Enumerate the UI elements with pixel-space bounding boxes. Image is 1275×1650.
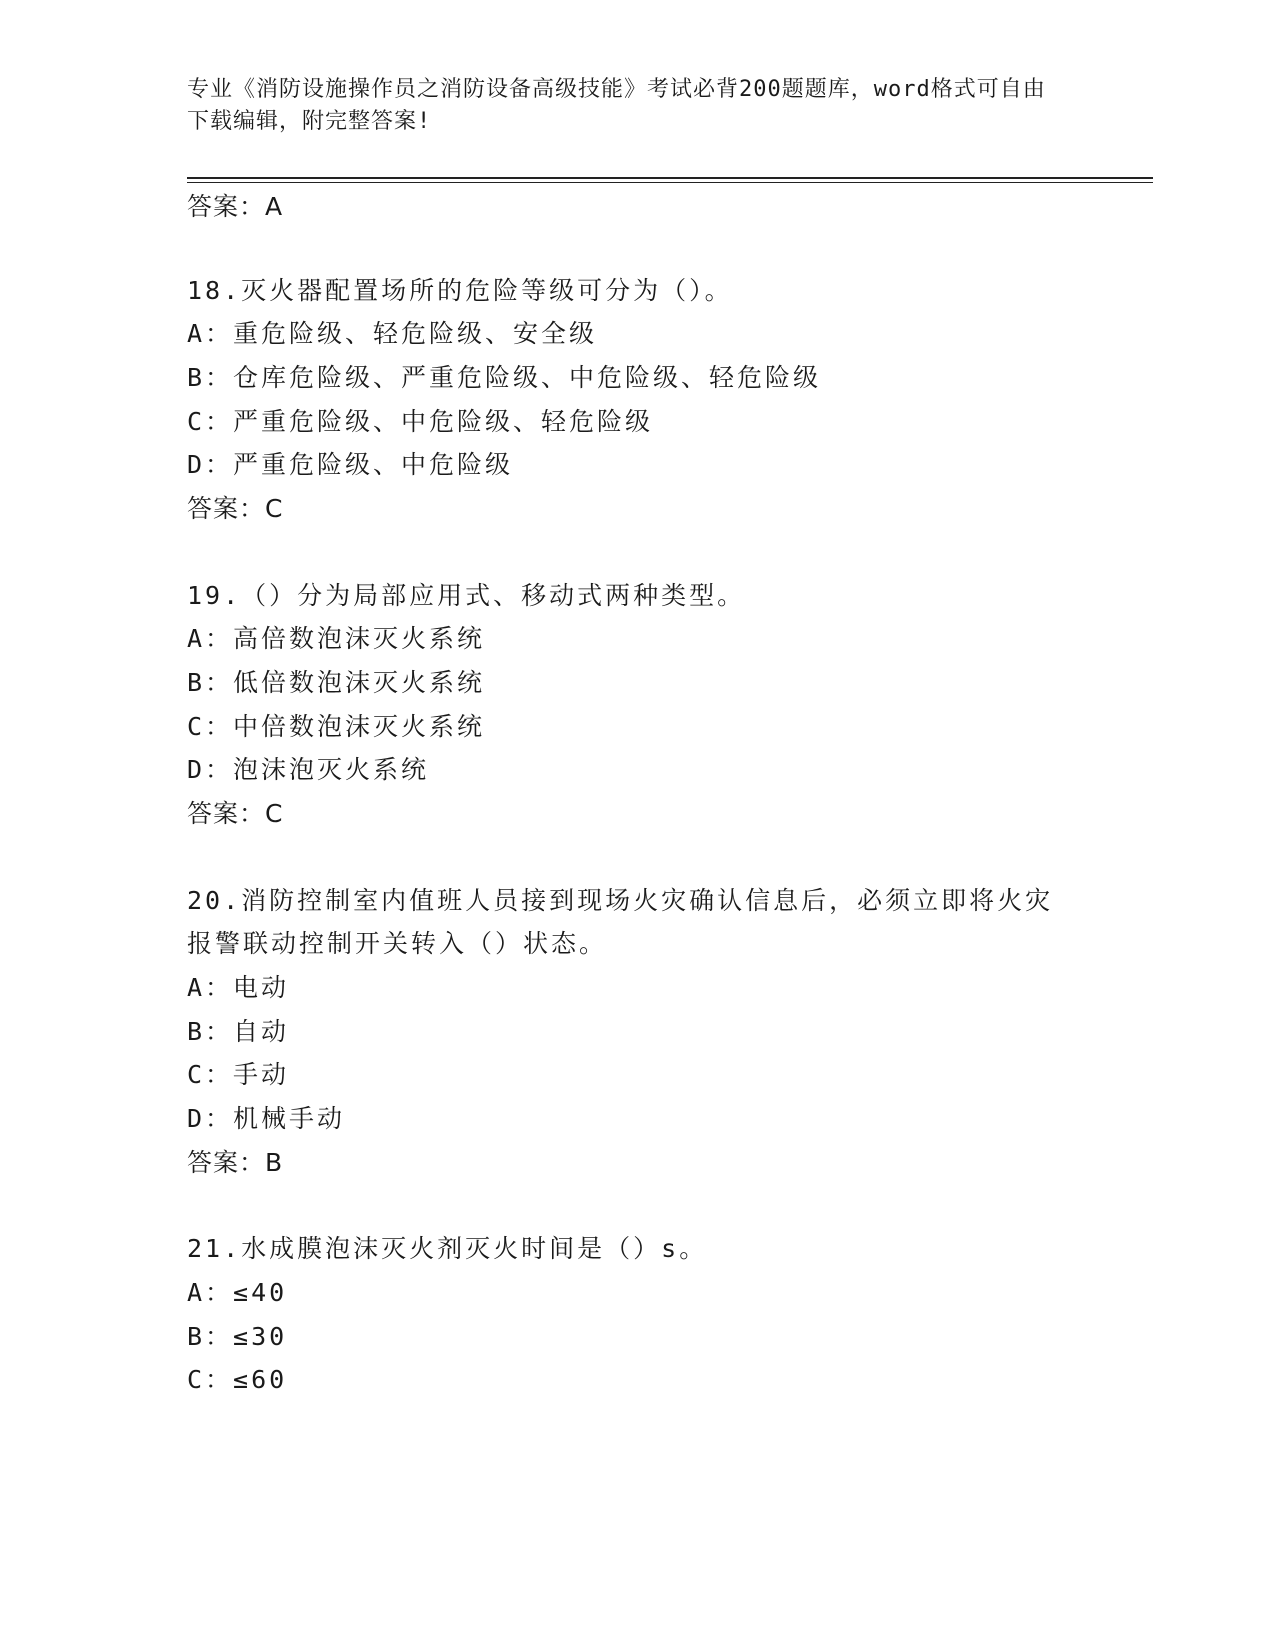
question-19-option-c: C：中倍数泡沫灭火系统	[187, 712, 486, 741]
answer-prev: 答案：A	[187, 192, 284, 221]
question-20-stem-line1: 20.消防控制室内值班人员接到现场火灾确认信息后，必须立即将火灾	[187, 886, 1054, 915]
question-19-option-b: B：低倍数泡沫灭火系统	[187, 668, 486, 697]
question-20-answer: 答案：B	[187, 1148, 284, 1177]
question-20-option-a: A：电动	[187, 973, 290, 1002]
question-20-option-d: D：机械手动	[187, 1104, 346, 1133]
document-header: 专业《消防设施操作员之消防设备高级技能》考试必背200题题库，word格式可自由下载编辑，附完整答案!	[187, 77, 1046, 134]
question-21-stem: 21.水成膜泡沫灭火剂灭火时间是（）s。	[187, 1234, 708, 1263]
question-21-option-a: A：≤40	[187, 1278, 288, 1307]
header-divider-thick	[187, 177, 1153, 179]
question-19-answer: 答案：C	[187, 799, 284, 828]
question-20-stem-line2: 报警联动控制开关转入（）状态。	[187, 929, 608, 958]
question-21-option-b: B：≤30	[187, 1322, 288, 1351]
question-18-option-c: C：严重危险级、中危险级、轻危险级	[187, 407, 654, 436]
question-18-option-d: D：严重危险级、中危险级	[187, 450, 514, 479]
question-20-option-c: C：手动	[187, 1060, 290, 1089]
question-18-option-b: B：仓库危险级、严重危险级、中危险级、轻危险级	[187, 363, 822, 392]
question-19-stem: 19.（）分为局部应用式、移动式两种类型。	[187, 581, 746, 610]
question-18-stem: 18.灭火器配置场所的危险等级可分为（）。	[187, 276, 733, 305]
question-20-option-b: B：自动	[187, 1017, 290, 1046]
question-21-option-c: C：≤60	[187, 1365, 288, 1394]
question-19-option-a: A：高倍数泡沫灭火系统	[187, 624, 486, 653]
question-18-option-a: A：重危险级、轻危险级、安全级	[187, 319, 598, 348]
header-divider-thin	[187, 182, 1153, 183]
question-18-answer: 答案：C	[187, 494, 284, 523]
question-19-option-d: D：泡沫泡灭火系统	[187, 755, 430, 784]
